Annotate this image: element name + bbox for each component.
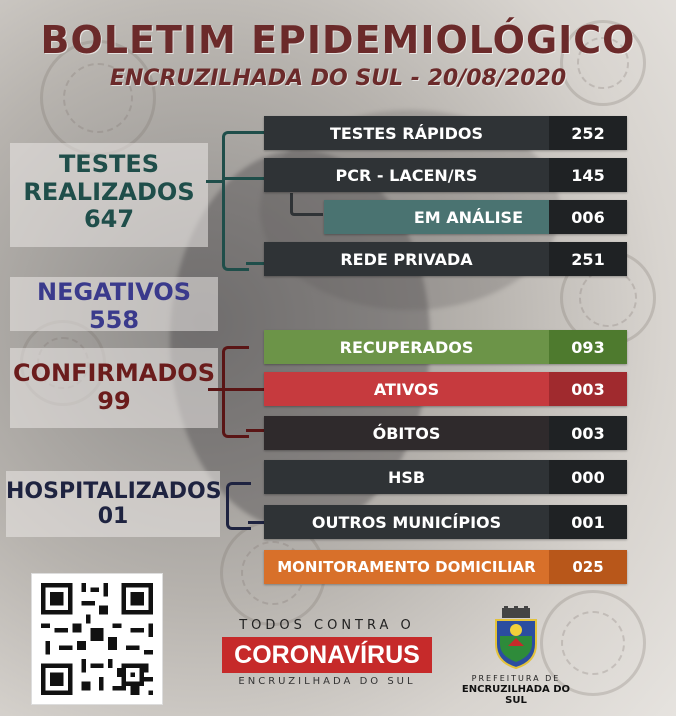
hospitalizados-box (6, 471, 220, 537)
confirmados-label: CONFIRMADOS (13, 359, 215, 387)
bar-label: TESTES RÁPIDOS (329, 123, 484, 143)
bar-value: 025 (549, 550, 627, 584)
bulletin-subtitle: ENCRUZILHADA DO SUL - 20/08/2020 (109, 66, 567, 91)
bar-value: 252 (549, 116, 627, 150)
bar-em-analise (324, 200, 627, 234)
bar-pcr (264, 158, 627, 192)
confirmados-box (10, 348, 218, 428)
prefeitura-city-text: ENCRUZILHADA DO SUL (461, 684, 571, 706)
negativos-label: NEGATIVOS (36, 278, 192, 306)
bar-label: ATIVOS (373, 379, 440, 399)
bar-testes-rapidos (264, 116, 627, 150)
testes-value: 647 (83, 205, 135, 234)
bar-label: OUTROS MUNICÍPIOS (311, 512, 502, 532)
bar-value: 006 (549, 200, 627, 234)
hospitalizados-connector-bottom (248, 521, 264, 524)
bar-outros-municipios (264, 505, 627, 539)
hospitalizados-label: HOSPITALIZADOS (6, 479, 222, 504)
pcr-sub-bracket (290, 193, 323, 216)
bar-label: ÓBITOS (372, 423, 441, 443)
bar-label: PCR - LACEN/RS (335, 165, 478, 185)
testes-connector-bottom (246, 262, 264, 265)
bulletin-title: BOLETIM EPIDEMIOLÓGICO (40, 18, 636, 62)
testes-label-line2: REALIZADOS (23, 177, 195, 206)
bar-label: REDE PRIVADA (340, 249, 473, 269)
bar-value: 145 (549, 158, 627, 192)
todos-contra-text: TODOS CONTRA O (239, 618, 415, 633)
negativos-box (10, 277, 218, 334)
confirmados-connector-mid (224, 388, 264, 391)
coronavirus-text: CORONAVÍRUS (234, 641, 420, 669)
testes-connector-mid (224, 177, 264, 180)
testes-bracket (222, 131, 249, 271)
bar-recuperados (264, 330, 627, 364)
qr-code-graphic (32, 574, 162, 704)
bar-value: 003 (549, 372, 627, 406)
bar-label: RECUPERADOS (339, 337, 474, 357)
confirmados-connector-bottom (246, 429, 264, 432)
bar-monitoramento (264, 550, 627, 584)
bar-value: 001 (549, 505, 627, 539)
testes-realizados-box (10, 143, 208, 247)
testes-bracket-mid (206, 180, 224, 183)
hospitalizados-value: 01 (97, 504, 129, 530)
bar-label: HSB (387, 467, 426, 487)
testes-connector-top (246, 131, 264, 134)
confirmados-bracket-mid (208, 388, 224, 391)
bar-value: 000 (549, 460, 627, 494)
bar-ativos (264, 372, 627, 406)
confirmados-bracket (222, 346, 249, 438)
bar-value: 003 (549, 416, 627, 450)
crest-graphic (488, 606, 544, 670)
bar-label: EM ANÁLISE (413, 207, 523, 227)
bar-obitos (264, 416, 627, 450)
bar-label: MONITORAMENTO DOMICILIAR (277, 558, 536, 576)
bar-hsb (264, 460, 627, 494)
qr-code-icon[interactable] (32, 574, 162, 704)
prefeitura-text: PREFEITURA DE (471, 674, 561, 683)
encruzilhada-logo-text: ENCRUZILHADA DO SUL (238, 676, 416, 687)
bar-rede-privada (264, 242, 627, 276)
city-crest-icon (488, 606, 544, 670)
testes-label-line1: TESTES (58, 150, 160, 178)
confirmados-value: 99 (97, 386, 131, 415)
coronavirus-logo (222, 637, 432, 673)
negativos-value: 558 (88, 305, 140, 334)
bar-value: 251 (549, 242, 627, 276)
bar-value: 093 (549, 330, 627, 364)
